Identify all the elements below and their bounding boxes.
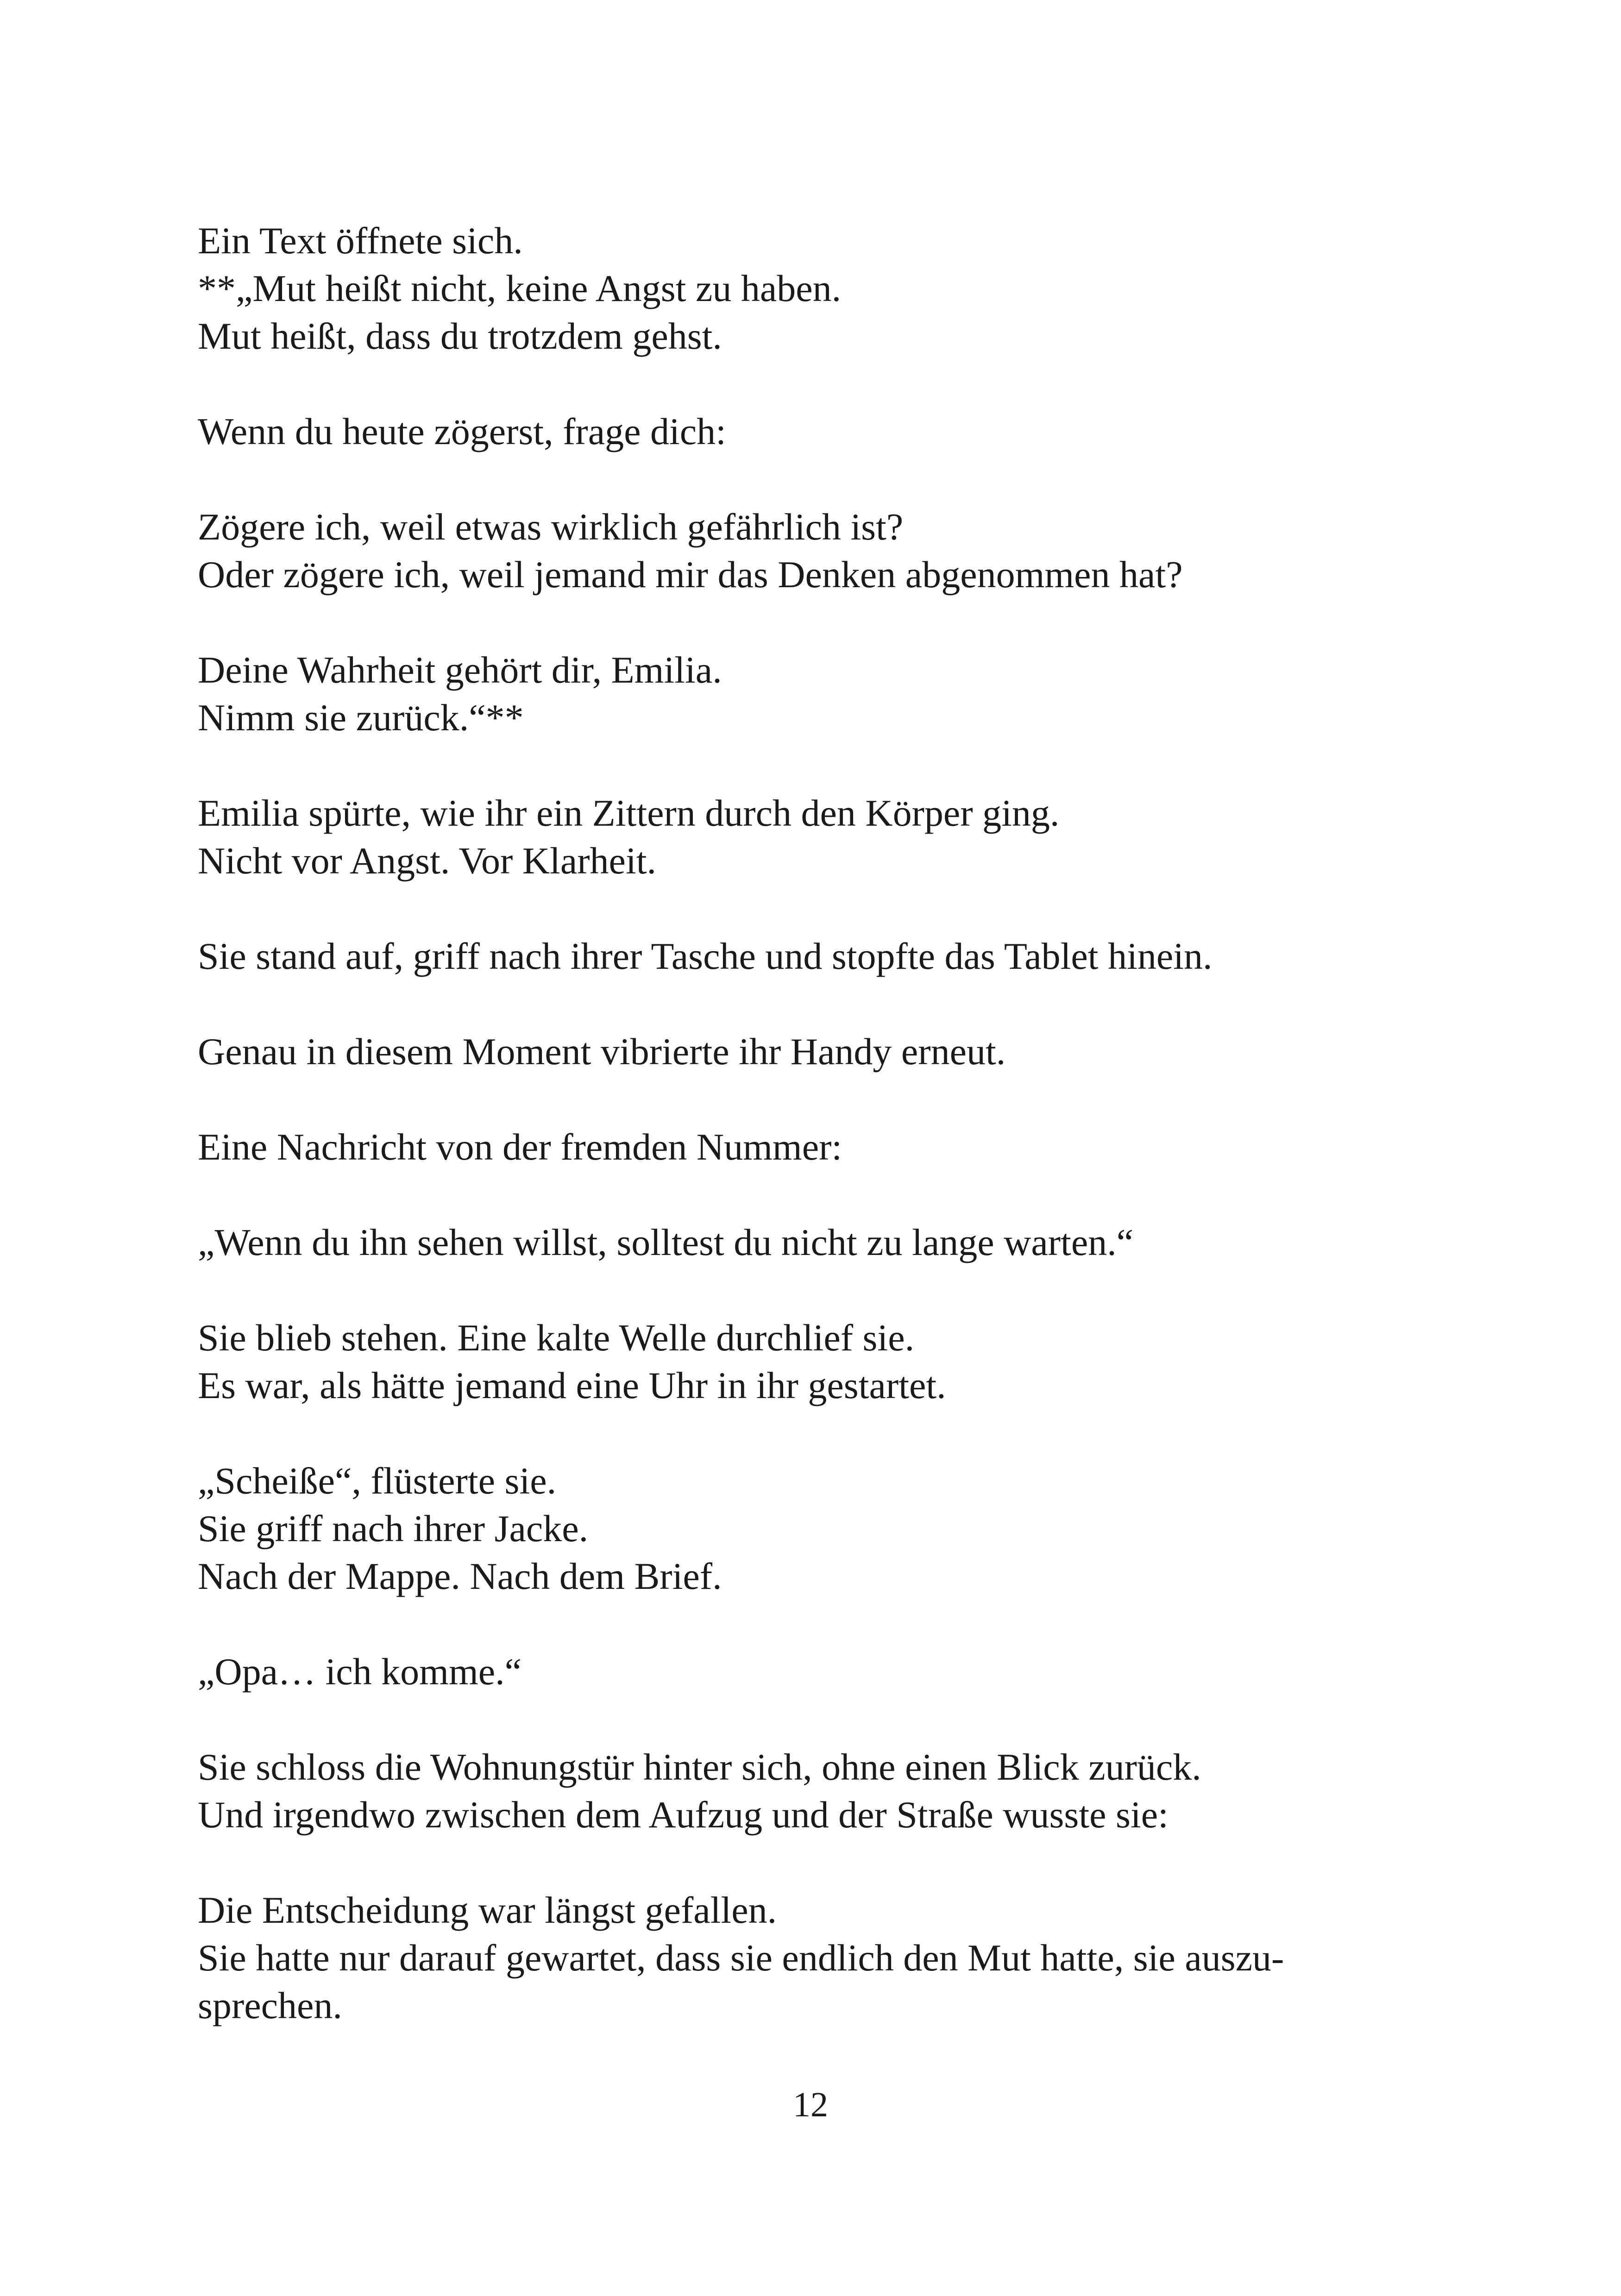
text-line: „Scheiße“, flüsterte sie. <box>198 1460 557 1502</box>
text-line: Es war, als hätte jemand eine Uhr in ihr gestartet. <box>198 1364 946 1406</box>
paragraph <box>198 1314 1420 1409</box>
page-number: 12 <box>793 2085 828 2124</box>
paragraph <box>198 1218 1420 1266</box>
paragraph <box>198 1123 1420 1171</box>
paragraph <box>198 1648 1420 1695</box>
paragraph <box>198 217 1420 360</box>
paragraph <box>198 1886 1420 2029</box>
text-line: Deine Wahrheit gehört dir, Emilia. <box>198 649 722 691</box>
text-line: Sie stand auf, griff nach ihrer Tasche und stopfte das Tablet hinein. <box>198 935 1213 977</box>
text-line: Oder zögere ich, weil jemand mir das Denken abgenommen hat? <box>198 553 1183 596</box>
paragraph <box>198 789 1420 885</box>
text-line: Sie blieb stehen. Eine kalte Welle durchlief sie. <box>198 1317 915 1359</box>
text-line: Genau in diesem Moment vibrierte ihr Handy erneut. <box>198 1030 1006 1073</box>
text-line: **„Mut heißt nicht, keine Angst zu haben. <box>198 267 842 309</box>
paragraph <box>198 503 1420 598</box>
text-line: Sie hatte nur darauf gewartet, dass sie endlich den Mut hatte, sie auszu- <box>198 1937 1284 1979</box>
text-line: „Wenn du ihn sehen willst, solltest du nicht zu lange warten.“ <box>198 1221 1134 1263</box>
text-line: Sie griff nach ihrer Jacke. <box>198 1507 589 1549</box>
text-line: Nach der Mappe. Nach dem Brief. <box>198 1555 722 1597</box>
paragraph <box>198 1028 1420 1075</box>
text-line: Die Entscheidung war längst gefallen. <box>198 1889 777 1931</box>
text-line: Nicht vor Angst. Vor Klarheit. <box>198 840 657 882</box>
paragraph <box>198 646 1420 741</box>
paragraph <box>198 1457 1420 1600</box>
text-line: Wenn du heute zögerst, frage dich: <box>198 410 726 452</box>
text-line: Mut heißt, dass du trotzdem gehst. <box>198 315 722 357</box>
text-line: sprechen. <box>198 1984 342 2026</box>
text-line: Ein Text öffnete sich. <box>198 220 523 262</box>
text-line: Emilia spürte, wie ihr ein Zittern durch den Körper ging. <box>198 792 1060 834</box>
paragraph <box>198 408 1420 455</box>
paragraph <box>198 932 1420 980</box>
text-line: Sie schloss die Wohnungstür hinter sich, ohne einen Blick zurück. <box>198 1746 1201 1788</box>
text-line: Eine Nachricht von der fremden Nummer: <box>198 1126 842 1168</box>
paragraph <box>198 1743 1420 1838</box>
text-line: Zögere ich, weil etwas wirklich gefährlich ist? <box>198 506 904 548</box>
text-line: „Opa… ich komme.“ <box>198 1650 522 1693</box>
text-line: Nimm sie zurück.“** <box>198 696 524 739</box>
text-line: Und irgendwo zwischen dem Aufzug und der Straße wusste sie: <box>198 1794 1169 1836</box>
body-text <box>198 217 1420 2029</box>
